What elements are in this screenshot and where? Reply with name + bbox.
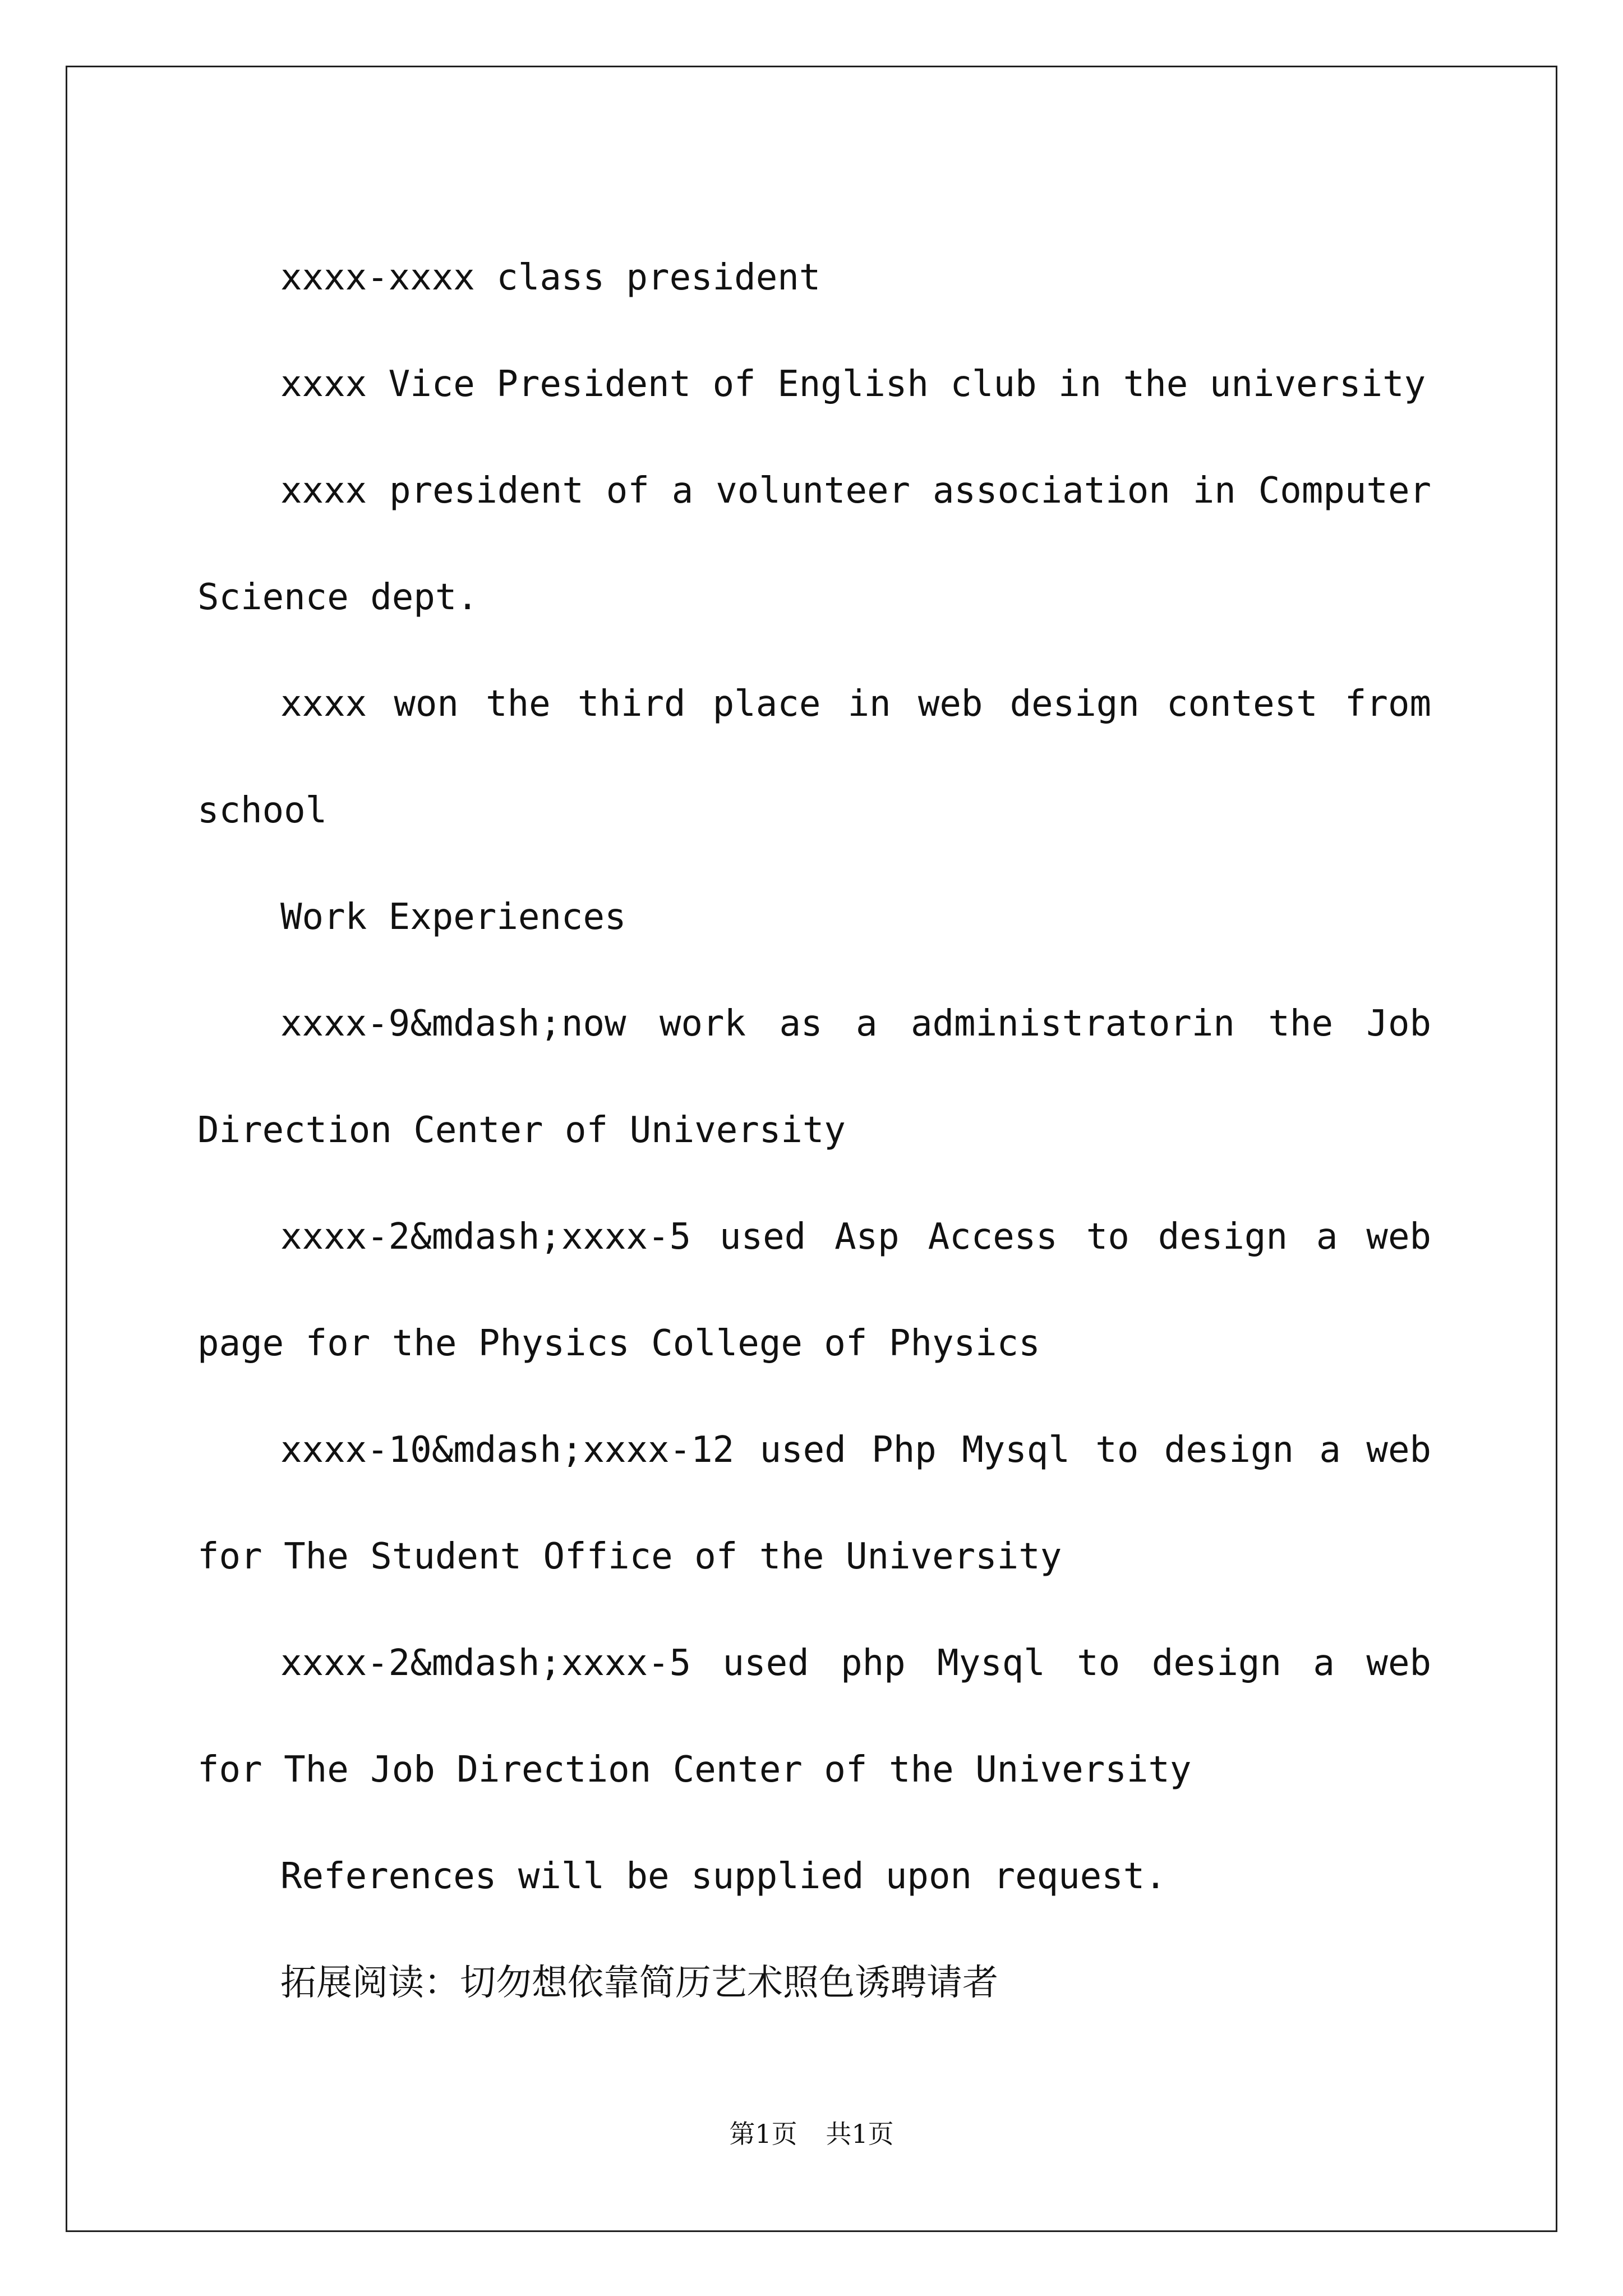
page-footer [0,2114,1623,2151]
paragraph-extended-reading: 拓展阅读：切勿想依靠简历艺术照色诱聘请者 [280,1962,998,2004]
paragraph-administrator: xxxx-9&mdash;now work as a administratorin the Job Direction Center of University [197,1003,1431,1151]
document-body [197,224,1431,2036]
paragraph-php-mysql-job-center: xxxx-2&mdash;xxxx-5 used php Mysql to design a web for The Job Direction Center of the University [197,1642,1431,1791]
paragraph-php-mysql-student-office: xxxx-10&mdash;xxxx-12 used Php Mysql to design a web for The Student Office of the University [197,1429,1431,1577]
page-number-total: 共1页 [826,2119,894,2149]
paragraph-volunteer-president: xxxx president of a volunteer association in Computer Science dept. [197,470,1431,618]
paragraph-web-design-contest: xxxx won the third place in web design contest from school [197,683,1431,831]
paragraph-class-president: xxxx-xxxx class president [280,257,821,298]
page-number-current: 第1页 [729,2119,797,2149]
paragraph-references: References will be supplied upon request. [280,1856,1166,1897]
section-heading-work-experiences: Work Experiences [280,896,626,938]
paragraph-asp-access: xxxx-2&mdash;xxxx-5 used Asp Access to design a web page for the Physics College of Physics [197,1216,1431,1364]
paragraph-vice-president: xxxx Vice President of English club in the university [280,364,1426,405]
